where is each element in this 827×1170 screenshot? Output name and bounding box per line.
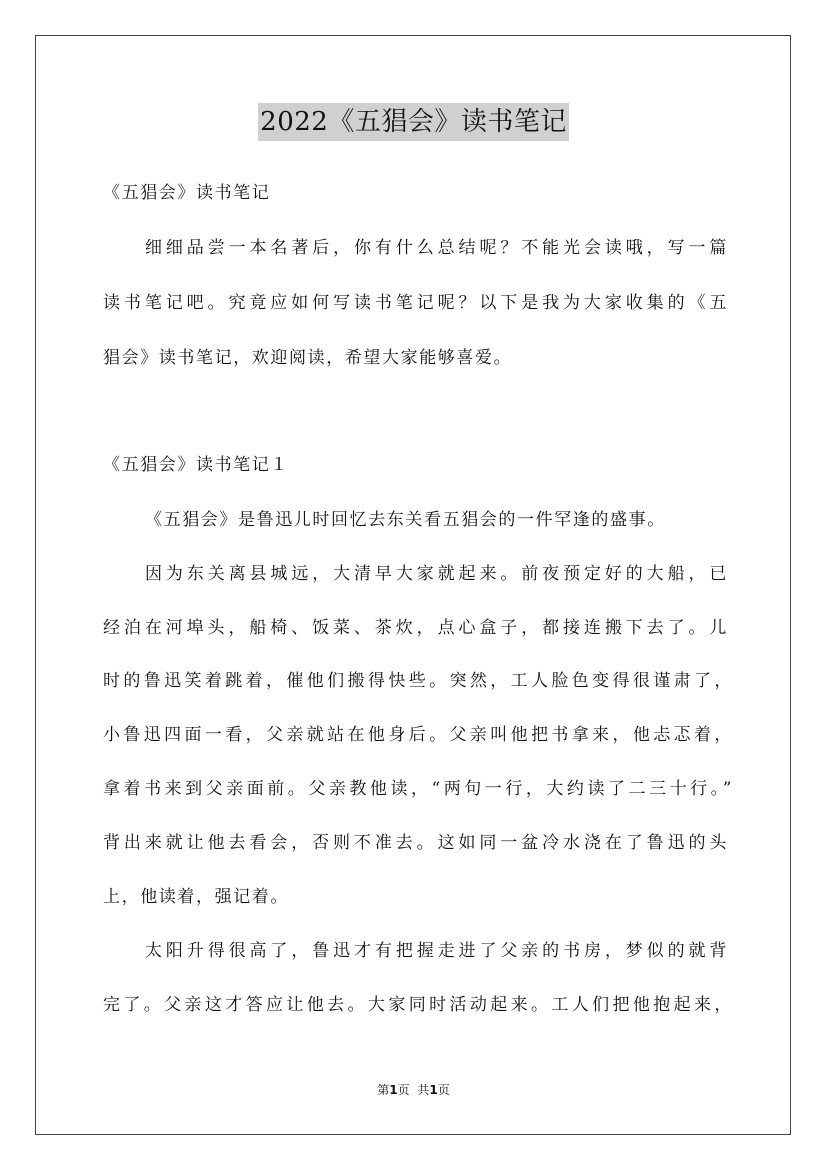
page-label-suffix: 页	[397, 1083, 410, 1097]
section-heading: 《五猖会》读书笔记１	[103, 455, 289, 475]
paragraph-line: 完了。父亲这才答应让他去。大家同时活动起来。工人们把他抱起来，	[103, 995, 733, 1015]
section-heading: 《五猖会》读书笔记	[103, 183, 271, 203]
paragraph-line: 背出来就让他去看会，否则不准去。这如同一盆冷水浇在了鲁迅的头	[103, 833, 728, 853]
paragraph-line: 细细品尝一本名著后，你有什么总结呢？不能光会读哦，写一篇	[145, 238, 728, 258]
paragraph-line: 小鲁迅四面一看，父亲就站在他身后。父亲叫他把书拿来，他忐忑着，	[103, 725, 733, 745]
paragraph-line: 拿着书来到父亲面前。父亲教他读，“两句一行，大约读了二三十行。”	[103, 779, 733, 799]
paragraph-line: 时的鲁迅笑着跳着，催他们搬得快些。突然，工人脸色变得很谨肃了，	[103, 671, 733, 691]
paragraph-line: 猖会》读书笔记，欢迎阅读，希望大家能够喜爱。	[103, 348, 513, 368]
paragraph-line: 读书笔记吧。究竟应如何写读书笔记呢？以下是我为大家收集的《五	[103, 293, 728, 313]
page-footer	[0, 1082, 827, 1098]
page-number: 1	[389, 1083, 398, 1097]
paragraph-line: 《五猖会》是鲁迅儿时回忆去东关看五猖会的一件罕逢的盛事。	[145, 510, 666, 530]
paragraph-line: 上，他读着，强记着。	[103, 887, 289, 907]
page-label-prefix: 第	[377, 1083, 390, 1097]
paragraph-line: 太阳升得很高了，鲁迅才有把握走进了父亲的书房，梦似的就背	[145, 941, 728, 961]
title-container	[0, 103, 827, 141]
document-title: 2022《五猖会》读书笔记	[258, 103, 569, 141]
total-label-suffix: 页	[437, 1083, 450, 1097]
paragraph-line: 经泊在河埠头，船椅、饭菜、茶炊，点心盒子，都接连搬下去了。儿	[103, 618, 728, 638]
total-label-prefix: 共	[417, 1083, 430, 1097]
paragraph-line: 因为东关离县城远，大清早大家就起来。前夜预定好的大船，已	[145, 564, 728, 584]
total-pages: 1	[429, 1083, 438, 1097]
